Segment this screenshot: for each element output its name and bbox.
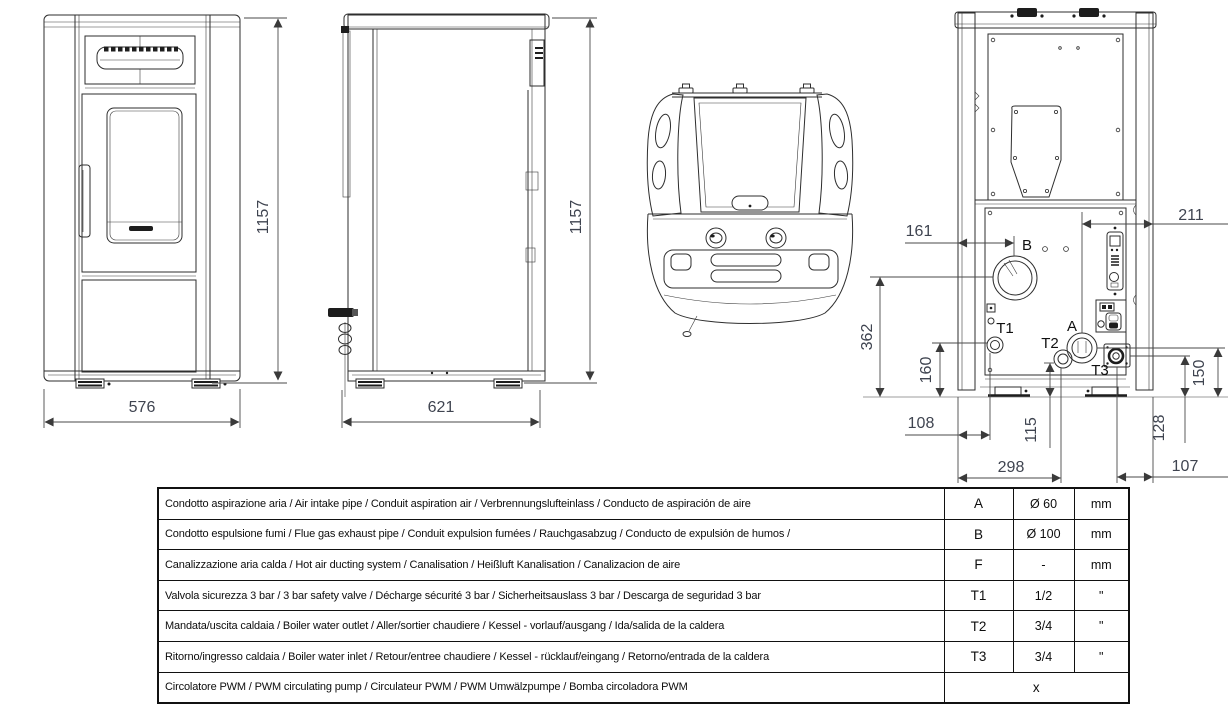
- row-description: Valvola sicurezza 3 bar / 3 bar safety valve / Décharge sécurité 3 bar / Sicherheitsauslass 3 bar / Descarga de seguridad 3 bar: [158, 580, 944, 611]
- dim-128: 128: [1151, 414, 1168, 442]
- brand-logo: [129, 226, 153, 231]
- row-code: T2: [944, 611, 1013, 642]
- top-bolts: [1010, 8, 1105, 18]
- front-dimensions: [44, 18, 287, 428]
- row-code: T3: [944, 641, 1013, 672]
- front-width-label: 576: [128, 399, 156, 416]
- side-feet: [356, 379, 522, 388]
- table-row: [158, 550, 1129, 581]
- dim-298: 298: [997, 459, 1025, 476]
- table-row: [158, 672, 1129, 703]
- door-glass: [107, 108, 182, 243]
- row-description: Ritorno/ingresso caldaia / Boiler water inlet / Retour/entree chaudiere / Kessel - rücklauf/eingang / Retorno/entrada de la caldera: [158, 641, 944, 672]
- row-size: 1/2: [1013, 580, 1074, 611]
- row-description: Mandata/uscita caldaia / Boiler water outlet / Aller/sortier chaudiere / Kessel - vorlauf/ausgang / Ida/salida de la caldera: [158, 611, 944, 642]
- top-view: [647, 84, 853, 337]
- front-height-label: 1157: [255, 199, 272, 235]
- row-unit: ": [1074, 580, 1129, 611]
- row-description: Canalizzazione aria calda / Hot air ducting system / Canalisation / Heißluft Kanalisation / Canalizacion de aire: [158, 550, 944, 581]
- side-dimensions: [342, 18, 597, 428]
- port-b-flue: [993, 256, 1037, 300]
- row-description: Condotto espulsione fumi / Flue gas exhaust pipe / Conduit expulsion fumées / Rauchgasabzug / Conducto de expulsión de humos /: [158, 519, 944, 550]
- door-handle: [79, 165, 90, 237]
- label-port-t1: T1: [996, 320, 1014, 337]
- dim-115: 115: [1023, 417, 1040, 443]
- label-port-t3: T3: [1091, 362, 1109, 379]
- port-labels: [996, 237, 1109, 379]
- dim-161: 161: [905, 223, 933, 240]
- row-size: 3/4: [1013, 641, 1074, 672]
- row-size: -: [1013, 550, 1074, 581]
- table-row: [158, 519, 1129, 550]
- label-port-a: A: [1066, 318, 1078, 335]
- access-hatch: [1011, 106, 1061, 197]
- hopper-lid: [694, 98, 806, 212]
- table-row: [158, 611, 1129, 642]
- dim-211: 211: [1178, 207, 1204, 224]
- front-feet: [76, 379, 227, 388]
- side-height-label: 1157: [568, 199, 585, 235]
- rear-feet: [988, 387, 1127, 396]
- row-unit: ": [1074, 641, 1129, 672]
- front-view: [44, 15, 287, 428]
- row-description: Circolatore PWM / PWM circulating pump / Circulateur PWM / PWM Umwälzpumpe / Bomba circoladora PWM: [158, 672, 944, 703]
- row-code: F: [944, 550, 1013, 581]
- row-size: Ø 60: [1013, 488, 1074, 519]
- control-strip: [1107, 227, 1123, 296]
- port-t2: [1054, 350, 1072, 368]
- lid-handle: [732, 196, 768, 210]
- row-unit: mm: [1074, 519, 1129, 550]
- row-code: A: [944, 488, 1013, 519]
- row-size: Ø 100: [1013, 519, 1074, 550]
- top-knobs: [706, 228, 786, 248]
- table-row: [158, 641, 1129, 672]
- dim-108: 108: [907, 415, 935, 432]
- port-a-air-intake: [1067, 333, 1097, 363]
- table-row: [158, 488, 1129, 519]
- panel-screws: [991, 38, 1120, 196]
- label-port-t2: T2: [1041, 335, 1059, 352]
- row-code: B: [944, 519, 1013, 550]
- probe-tip: [683, 332, 691, 337]
- row-size: 3/4: [1013, 611, 1074, 642]
- dim-362: 362: [859, 323, 876, 351]
- connection-spec-table: [157, 487, 1130, 704]
- dim-160: 160: [918, 356, 935, 384]
- dim-150: 150: [1191, 359, 1208, 387]
- dim-107: 107: [1171, 458, 1199, 475]
- label-port-b: B: [1021, 237, 1033, 254]
- rear-valve: [328, 308, 358, 397]
- power-inlet-panel: [1096, 300, 1126, 332]
- row-code: T1: [944, 580, 1013, 611]
- row-unit: ": [1074, 611, 1129, 642]
- table-row: [158, 580, 1129, 611]
- side-depth-label: 621: [427, 399, 455, 416]
- row-description: Condotto aspirazione aria / Air intake pipe / Conduit aspiration air / Verbrennungslufteinlass / Conducto de aspiración de aire: [158, 488, 944, 519]
- side-view: [328, 14, 597, 428]
- row-unit: mm: [1074, 550, 1129, 581]
- hinge-bolts: [679, 84, 814, 93]
- row-unit: mm: [1074, 488, 1129, 519]
- rear-view: [859, 8, 1228, 483]
- row-code: x: [944, 672, 1129, 703]
